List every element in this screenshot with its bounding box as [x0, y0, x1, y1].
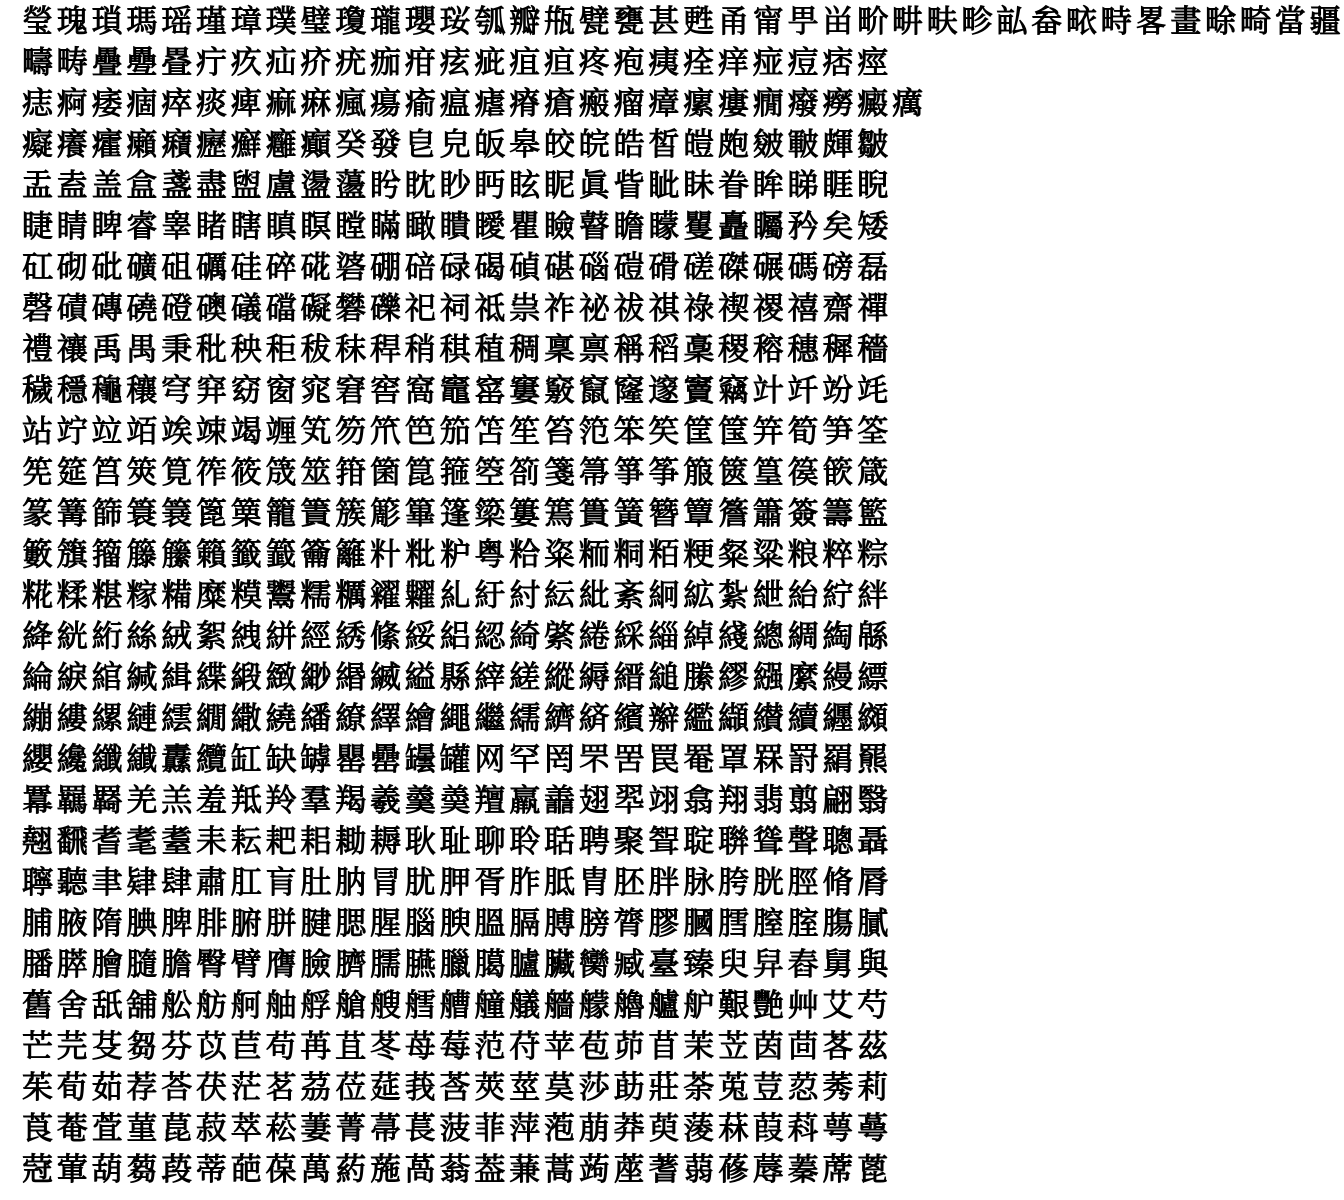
kanji-row: 筅筵筥筴筧筰筱筬筮箝箘箟箍箜箚箋箒箏筝箙篋篁篌篏箴	[22, 455, 892, 491]
kanji-row: 芒芫芟芻芬苡苣苟苒苴苳苺莓范苻苹苞茆苜茉苙茵茴茖茲	[22, 1029, 892, 1065]
kanji-row: 磬磧磚磽磴礇礒礑礙礬礫祀祠祗祟祚祕祓祺祿禊禝禧齋禪	[22, 291, 892, 327]
kanji-row: 膰膵膾膸膽臀臂膺臉臍臑臙臘臈臚臟臠臧臺臻臾舁舂舅與	[22, 947, 892, 983]
kanji-row: 脯腋隋腆脾腓腑胼腱腮腥腦腴膃膈膊膀膂膠膕膤膣腟膓膩	[22, 906, 892, 942]
kanji-row: 莨菴萓菫菎菽萃菘萋菁菷萇菠菲萍萢萠莽萸蔆菻葭萪萼蕚	[22, 1111, 892, 1147]
kanji-row: 羃羈羇羌羔羞羝羚羣羯羲羹羮羶羸譱翅翆翊翕翔翡翦翩翳	[22, 783, 892, 819]
kanji-row: 盂盍盖盒盞盡盥盧盪蘯盻眈眇眄眩眤眞眥眦眛眷眸睇睚睨	[22, 168, 892, 204]
kanji-row: 站竚竝竡竢竦竭竰笂笏笊笆笳笘笙笞笵笨笶筐筺笄筍笋筌	[22, 414, 892, 450]
kanji-row: 糀糅糂糘糒糜糢鬻糯糲糴糶糺紆紂紜紕紊絅絋紮紲紿紵絆	[22, 578, 892, 614]
kanji-row: 疇畴疊疉疂疔疚疝疥疣痂疳痃疵疽疸疼疱痍痊痒痖痘痞痙	[22, 45, 892, 81]
kanji-row: 瑩瑰瑣瑪瑶瑾璋璞璧瓊瓏瓔珱瓠瓣甁甓甕甚甦甬甯甼畄畍畊畉畛畆畚畩畤畧畫畭畸當疆	[22, 4, 1344, 40]
kanji-row: 繃縷縲縺繧繝繖繞繙繚繹繪繩繼繻纃緕繽辮繿纈纉續纒纐	[22, 701, 892, 737]
kanji-row: 籔籏籀籐籘籟籤籖籥籬籵粃粐粤粭粢粫粡粨粳粲粱粮粹粽	[22, 537, 892, 573]
kanji-row: 矼砌砒礦砠礪硅碎硴碆硼碚碌碣碵碪碯磑磆磋磔碾碼磅磊	[22, 250, 892, 286]
kanji-row: 茱荀茹荐荅茯茫茗茘莅莚莪莟莢莖茣莎莇莊荼莵荳荵莠莉	[22, 1070, 892, 1106]
kanji-row: 綸綟綰緘緝緤緞緻緲緡縅縊縣縡縒縱縟縉縋縢繆繦縻縵縹	[22, 660, 892, 696]
kanji-row: 蒄葷葫蒭葮蒂葩葆萬葯葹萵蓊葢蒹蒿蒟蓙蓍蒻蓚蓐蓁蓆蓖	[22, 1152, 892, 1188]
kanji-row: 禮禳禹禺秉秕秧秬秡秣稈稍稘稙稠稟禀稱稻稾稷穃穗穉穡	[22, 332, 892, 368]
kanji-row: 穢穩龝穰穹穽窈窗窕窘窖窩竈窰窶竅竄窿邃竇竊竍竏竕竓	[22, 373, 892, 409]
kanji-row: 睫睛睥睿睾睹瞎瞋瞑瞠瞞瞰瞶瞹瞿瞼瞽瞻矇矍矗矚矜矣矮	[22, 209, 892, 245]
kanji-row: 舊舍舐舖舩舫舸舳艀艙艘艝艚艟艤艢艨艪艫舮艱艷艸艾芍	[22, 988, 892, 1024]
kanji-row: 篆篝篩簑簔篦篥籠簀簇簓篳篷簗簍篶簣簧簪簟簷簫簽籌籃	[22, 496, 892, 532]
kanji-row: 聹聽聿肄肆肅肛肓肚肭冐肬胛胥胙胝胄胚胖脉胯胱脛脩脣	[22, 865, 892, 901]
kanji-row: 纓纔纖纎纛纜缸缺罅罌罍罎罐网罕罔罘罟罠罨罩罧罸羂羆	[22, 742, 892, 778]
kanji-row: 絳絖絎絲絨絮絏絣經綉絛綏絽綛綺綮綣綵緇綽綫總綢綯緜	[22, 619, 892, 655]
kanji-row: 翹飜耆耄耋耒耘耙耜耡耨耿耻聊聆聒聘聚聟聢聨聳聲聰聶	[22, 824, 892, 860]
kanji-row: 痣痾痿痼瘁痰痺痲痳瘋瘍瘉瘟瘧瘠瘡瘢瘤瘴瘰瘻癇癈癆癜癘	[22, 86, 927, 122]
kanji-row: 癡癢癨癩癪癧癬癰癲癸發皀皃皈皋皎皖皓皙皚皰皴皸皹皺	[22, 127, 892, 163]
